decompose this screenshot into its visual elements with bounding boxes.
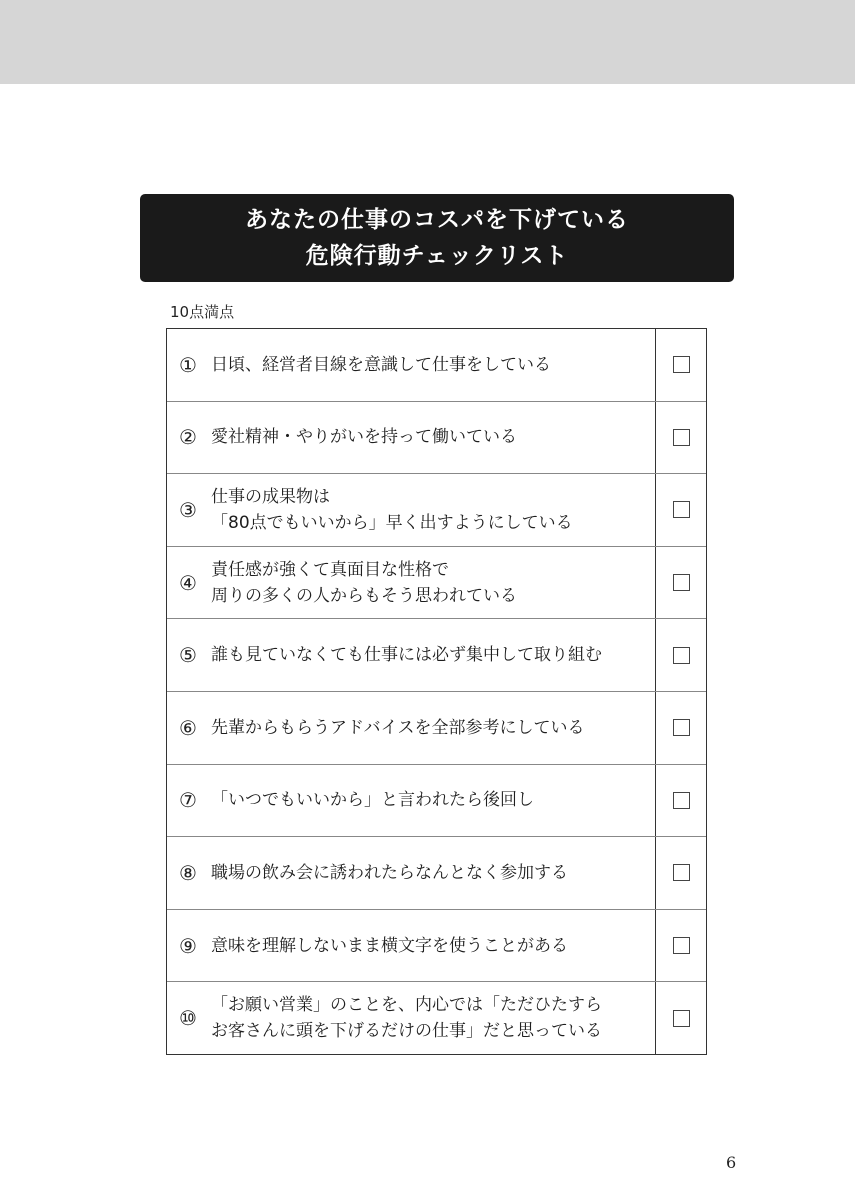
item-text-line: お客さんに頭を下げるだけの仕事」だと思っている: [211, 1021, 602, 1042]
item-text-line: 「80点でもいいから」早く出すようにしている: [211, 512, 573, 533]
item-text-line: 仕事の成果物は: [211, 486, 330, 507]
item-cell: [167, 692, 656, 764]
item-cell: [167, 982, 656, 1054]
checklist-row-1: [167, 329, 706, 402]
checklist-row-6: [167, 692, 706, 765]
item-text: [211, 992, 602, 1044]
checkbox-2[interactable]: [673, 429, 690, 446]
title-line-2: 危険行動チェックリスト: [305, 243, 569, 269]
item-number: ③: [179, 497, 197, 522]
checkbox-3[interactable]: [673, 501, 690, 518]
checkbox-10[interactable]: [673, 1010, 690, 1027]
checkbox-cell: [656, 765, 706, 837]
checklist-row-3: [167, 474, 706, 547]
item-cell: [167, 619, 656, 691]
item-number: ⑦: [179, 788, 197, 813]
item-number: ⑧: [179, 860, 197, 885]
item-number: ⑨: [179, 933, 197, 958]
score-label: 10点満点: [170, 303, 235, 321]
title-line-1: あなたの仕事のコスパを下げている: [245, 207, 629, 233]
item-cell: [167, 547, 656, 619]
item-number: ②: [179, 425, 197, 450]
item-cell: [167, 402, 656, 474]
item-cell: [167, 765, 656, 837]
checkbox-4[interactable]: [673, 574, 690, 591]
checkbox-cell: [656, 329, 706, 401]
item-text-line: 意味を理解しないまま横文字を使うことがある: [211, 935, 568, 956]
item-text: [211, 424, 517, 450]
item-text: [211, 787, 534, 813]
checklist-row-2: [167, 402, 706, 475]
item-text: [211, 557, 517, 609]
checklist-row-9: [167, 910, 706, 983]
checkbox-cell: [656, 619, 706, 691]
item-cell: [167, 474, 656, 546]
item-number: ①: [179, 352, 197, 377]
item-text-line: 「お願い営業」のことを、内心では「ただひたすら: [211, 995, 602, 1016]
item-text-line: 責任感が強くて真面目な性格で: [211, 559, 449, 580]
item-text: [211, 715, 585, 741]
checkbox-5[interactable]: [673, 647, 690, 664]
checkbox-8[interactable]: [673, 864, 690, 881]
page-number: 6: [726, 1153, 737, 1172]
item-number: ⑤: [179, 643, 197, 668]
checklist-table: [166, 328, 707, 1055]
item-text-line: 職場の飲み会に誘われたらなんとなく参加する: [211, 862, 568, 883]
checklist-title-box: [140, 194, 734, 282]
checkbox-cell: [656, 910, 706, 982]
top-band: [0, 0, 855, 84]
item-number: ④: [179, 570, 197, 595]
checkbox-9[interactable]: [673, 937, 690, 954]
checklist-row-8: [167, 837, 706, 910]
checkbox-cell: [656, 474, 706, 546]
checkbox-cell: [656, 837, 706, 909]
item-text: [211, 352, 551, 378]
item-text-line: 周りの多くの人からもそう思われている: [211, 585, 517, 606]
checkbox-cell: [656, 692, 706, 764]
item-cell: [167, 910, 656, 982]
checkbox-cell: [656, 547, 706, 619]
item-text-line: 誰も見ていなくても仕事には必ず集中して取り組む: [211, 645, 602, 666]
item-number: ⑥: [179, 715, 197, 740]
checkbox-6[interactable]: [673, 719, 690, 736]
item-text: [211, 860, 568, 886]
checkbox-7[interactable]: [673, 792, 690, 809]
checkbox-cell: [656, 402, 706, 474]
checklist-row-4: [167, 547, 706, 620]
item-text: [211, 642, 602, 668]
item-text-line: 愛社精神・やりがいを持って働いている: [211, 427, 517, 448]
checkbox-cell: [656, 982, 706, 1054]
item-cell: [167, 329, 656, 401]
item-number: ⑩: [179, 1006, 197, 1031]
item-text-line: 先輩からもらうアドバイスを全部参考にしている: [211, 717, 585, 738]
checklist-row-5: [167, 619, 706, 692]
item-text-line: 「いつでもいいから」と言われたら後回し: [211, 790, 534, 811]
item-text: [211, 484, 573, 536]
item-text: [211, 933, 568, 959]
checklist-row-10: [167, 982, 706, 1054]
item-text-line: 日頃、経営者目線を意識して仕事をしている: [211, 354, 551, 375]
checkbox-1[interactable]: [673, 356, 690, 373]
item-cell: [167, 837, 656, 909]
checklist-row-7: [167, 765, 706, 838]
